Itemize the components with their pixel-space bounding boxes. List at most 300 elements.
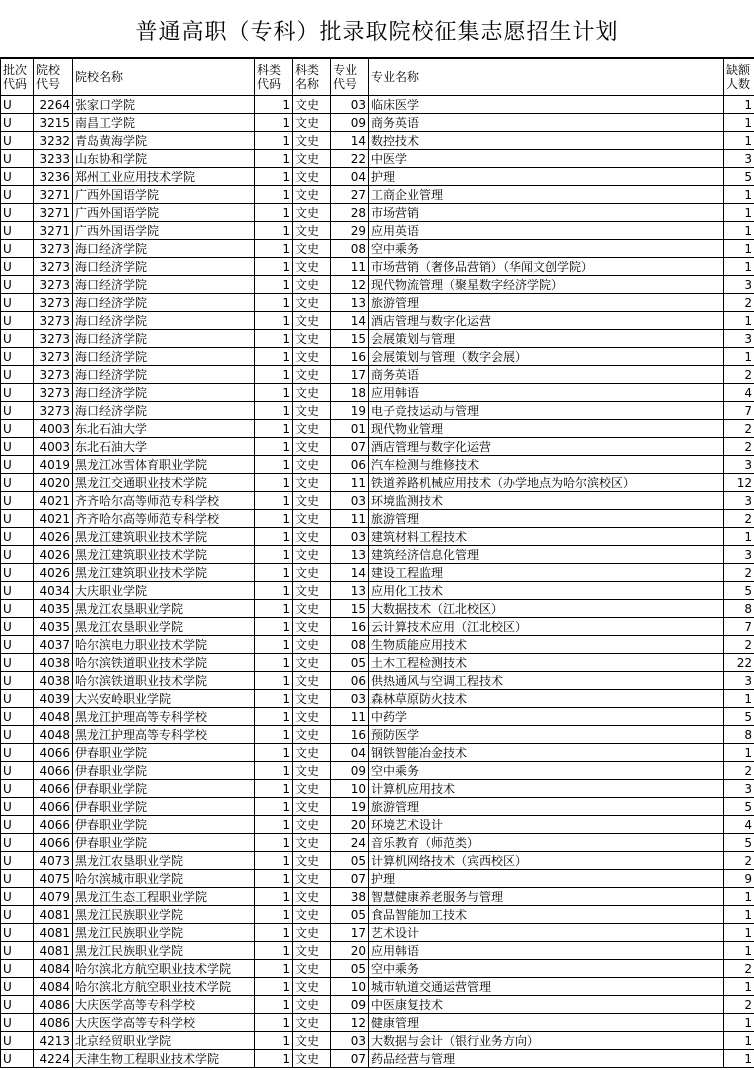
school-code-cell[interactable]: 4038 [34, 654, 73, 672]
subject-code-cell[interactable]: 1 [255, 132, 293, 150]
school-code-cell[interactable]: 3232 [34, 132, 73, 150]
school-name-cell[interactable]: 海口经济学院 [73, 258, 255, 276]
major-name-cell[interactable]: 土木工程检测技术 [369, 654, 724, 672]
major-name-cell[interactable]: 现代物业管理 [369, 420, 724, 438]
school-code-cell[interactable]: 3273 [34, 294, 73, 312]
subject-code-cell[interactable]: 1 [255, 438, 293, 456]
school-code-cell[interactable]: 3273 [34, 366, 73, 384]
subject-code-cell[interactable]: 1 [255, 798, 293, 816]
school-name-cell[interactable]: 哈尔滨城市职业学院 [73, 870, 255, 888]
subject-name-cell[interactable]: 文史 [293, 834, 331, 852]
school-code-cell[interactable]: 4073 [34, 852, 73, 870]
major-name-cell[interactable]: 现代物流管理（聚星数字经济学院） [369, 276, 724, 294]
school-code-cell[interactable]: 4066 [34, 798, 73, 816]
batch-code-cell[interactable]: U [1, 1050, 34, 1068]
school-name-cell[interactable]: 黑龙江建筑职业技术学院 [73, 546, 255, 564]
subject-code-cell[interactable]: 1 [255, 420, 293, 438]
subject-code-cell[interactable]: 1 [255, 276, 293, 294]
batch-code-cell[interactable]: U [1, 240, 34, 258]
batch-code-cell[interactable]: U [1, 420, 34, 438]
subject-name-cell[interactable]: 文史 [293, 546, 331, 564]
vacancy-cell[interactable]: 3 [724, 330, 754, 348]
major-code-cell[interactable]: 11 [331, 510, 369, 528]
vacancy-cell[interactable]: 12 [724, 474, 754, 492]
subject-name-cell[interactable]: 文史 [293, 1032, 331, 1050]
school-name-cell[interactable]: 广西外国语学院 [73, 204, 255, 222]
subject-name-cell[interactable]: 文史 [293, 636, 331, 654]
vacancy-cell[interactable]: 2 [724, 762, 754, 780]
major-code-cell[interactable]: 05 [331, 852, 369, 870]
vacancy-cell[interactable]: 1 [724, 528, 754, 546]
subject-name-cell[interactable]: 文史 [293, 780, 331, 798]
subject-code-cell[interactable]: 1 [255, 618, 293, 636]
major-name-cell[interactable]: 会展策划与管理 [369, 330, 724, 348]
subject-code-cell[interactable]: 1 [255, 384, 293, 402]
subject-code-cell[interactable]: 1 [255, 888, 293, 906]
major-name-cell[interactable]: 环境艺术设计 [369, 816, 724, 834]
major-name-cell[interactable]: 计算机应用技术 [369, 780, 724, 798]
school-code-cell[interactable]: 3233 [34, 150, 73, 168]
subject-name-cell[interactable]: 文史 [293, 906, 331, 924]
major-name-cell[interactable]: 计算机网络技术（宾西校区） [369, 852, 724, 870]
school-name-cell[interactable]: 伊春职业学院 [73, 834, 255, 852]
header-school-name[interactable]: 院校名称 [73, 59, 255, 96]
subject-code-cell[interactable]: 1 [255, 960, 293, 978]
vacancy-cell[interactable]: 1 [724, 258, 754, 276]
school-code-cell[interactable]: 4037 [34, 636, 73, 654]
school-name-cell[interactable]: 黑龙江生态工程职业学院 [73, 888, 255, 906]
school-code-cell[interactable]: 4066 [34, 816, 73, 834]
batch-code-cell[interactable]: U [1, 960, 34, 978]
school-code-cell[interactable]: 4066 [34, 744, 73, 762]
major-code-cell[interactable]: 07 [331, 1050, 369, 1068]
school-code-cell[interactable]: 3273 [34, 384, 73, 402]
subject-code-cell[interactable]: 1 [255, 204, 293, 222]
vacancy-cell[interactable]: 4 [724, 384, 754, 402]
batch-code-cell[interactable]: U [1, 168, 34, 186]
school-name-cell[interactable]: 海口经济学院 [73, 240, 255, 258]
subject-code-cell[interactable]: 1 [255, 546, 293, 564]
batch-code-cell[interactable]: U [1, 618, 34, 636]
major-name-cell[interactable]: 中药学 [369, 708, 724, 726]
batch-code-cell[interactable]: U [1, 510, 34, 528]
major-code-cell[interactable]: 20 [331, 942, 369, 960]
header-major-name[interactable]: 专业名称 [369, 59, 724, 96]
major-name-cell[interactable]: 铁道养路机械应用技术（办学地点为哈尔滨校区） [369, 474, 724, 492]
subject-name-cell[interactable]: 文史 [293, 384, 331, 402]
school-name-cell[interactable]: 广西外国语学院 [73, 222, 255, 240]
major-code-cell[interactable]: 15 [331, 330, 369, 348]
subject-name-cell[interactable]: 文史 [293, 798, 331, 816]
school-name-cell[interactable]: 山东协和学院 [73, 150, 255, 168]
batch-code-cell[interactable]: U [1, 888, 34, 906]
school-name-cell[interactable]: 黑龙江农垦职业学院 [73, 852, 255, 870]
major-code-cell[interactable]: 10 [331, 780, 369, 798]
school-code-cell[interactable]: 4038 [34, 672, 73, 690]
school-code-cell[interactable]: 3273 [34, 276, 73, 294]
school-code-cell[interactable]: 4086 [34, 996, 73, 1014]
subject-code-cell[interactable]: 1 [255, 600, 293, 618]
school-name-cell[interactable]: 海口经济学院 [73, 348, 255, 366]
major-name-cell[interactable]: 中医学 [369, 150, 724, 168]
subject-code-cell[interactable]: 1 [255, 906, 293, 924]
subject-code-cell[interactable]: 1 [255, 528, 293, 546]
batch-code-cell[interactable]: U [1, 1014, 34, 1032]
subject-name-cell[interactable]: 文史 [293, 276, 331, 294]
subject-name-cell[interactable]: 文史 [293, 744, 331, 762]
school-code-cell[interactable]: 4048 [34, 726, 73, 744]
subject-code-cell[interactable]: 1 [255, 258, 293, 276]
subject-name-cell[interactable]: 文史 [293, 672, 331, 690]
major-name-cell[interactable]: 智慧健康养老服务与管理 [369, 888, 724, 906]
major-name-cell[interactable]: 大数据技术（江北校区） [369, 600, 724, 618]
major-name-cell[interactable]: 钢铁智能冶金技术 [369, 744, 724, 762]
vacancy-cell[interactable]: 1 [724, 240, 754, 258]
school-code-cell[interactable]: 4021 [34, 492, 73, 510]
subject-name-cell[interactable]: 文史 [293, 438, 331, 456]
vacancy-cell[interactable]: 3 [724, 780, 754, 798]
school-code-cell[interactable]: 4003 [34, 438, 73, 456]
major-code-cell[interactable]: 09 [331, 762, 369, 780]
vacancy-cell[interactable]: 8 [724, 726, 754, 744]
subject-code-cell[interactable]: 1 [255, 330, 293, 348]
subject-code-cell[interactable]: 1 [255, 402, 293, 420]
school-code-cell[interactable]: 4026 [34, 528, 73, 546]
subject-name-cell[interactable]: 文史 [293, 960, 331, 978]
major-name-cell[interactable]: 临床医学 [369, 96, 724, 114]
subject-name-cell[interactable]: 文史 [293, 762, 331, 780]
major-code-cell[interactable]: 13 [331, 582, 369, 600]
batch-code-cell[interactable]: U [1, 582, 34, 600]
school-name-cell[interactable]: 伊春职业学院 [73, 762, 255, 780]
header-batch-code[interactable]: 批次 代码 [1, 59, 34, 96]
major-name-cell[interactable]: 森林草原防火技术 [369, 690, 724, 708]
major-name-cell[interactable]: 应用韩语 [369, 942, 724, 960]
major-code-cell[interactable]: 16 [331, 348, 369, 366]
major-name-cell[interactable]: 建筑经济信息化管理 [369, 546, 724, 564]
major-code-cell[interactable]: 06 [331, 672, 369, 690]
subject-code-cell[interactable]: 1 [255, 870, 293, 888]
batch-code-cell[interactable]: U [1, 312, 34, 330]
vacancy-cell[interactable]: 2 [724, 996, 754, 1014]
school-name-cell[interactable]: 齐齐哈尔高等师范专科学校 [73, 492, 255, 510]
major-name-cell[interactable]: 空中乘务 [369, 762, 724, 780]
vacancy-cell[interactable]: 2 [724, 294, 754, 312]
vacancy-cell[interactable]: 2 [724, 852, 754, 870]
major-name-cell[interactable]: 音乐教育（师范类） [369, 834, 724, 852]
school-name-cell[interactable]: 黑龙江农垦职业学院 [73, 618, 255, 636]
school-name-cell[interactable]: 黑龙江建筑职业技术学院 [73, 564, 255, 582]
school-code-cell[interactable]: 2264 [34, 96, 73, 114]
subject-code-cell[interactable]: 1 [255, 150, 293, 168]
batch-code-cell[interactable]: U [1, 564, 34, 582]
subject-code-cell[interactable]: 1 [255, 654, 293, 672]
subject-name-cell[interactable]: 文史 [293, 654, 331, 672]
header-major-code[interactable]: 专业 代号 [331, 59, 369, 96]
major-code-cell[interactable]: 27 [331, 186, 369, 204]
school-name-cell[interactable]: 广西外国语学院 [73, 186, 255, 204]
school-name-cell[interactable]: 海口经济学院 [73, 312, 255, 330]
school-code-cell[interactable]: 4020 [34, 474, 73, 492]
major-code-cell[interactable]: 16 [331, 618, 369, 636]
major-name-cell[interactable]: 应用英语 [369, 222, 724, 240]
header-school-code[interactable]: 院校 代号 [34, 59, 73, 96]
major-code-cell[interactable]: 28 [331, 204, 369, 222]
vacancy-cell[interactable]: 1 [724, 96, 754, 114]
major-name-cell[interactable]: 应用化工技术 [369, 582, 724, 600]
major-name-cell[interactable]: 电子竞技运动与管理 [369, 402, 724, 420]
vacancy-cell[interactable]: 1 [724, 1032, 754, 1050]
vacancy-cell[interactable]: 2 [724, 960, 754, 978]
batch-code-cell[interactable]: U [1, 672, 34, 690]
major-code-cell[interactable]: 07 [331, 438, 369, 456]
subject-name-cell[interactable]: 文史 [293, 294, 331, 312]
batch-code-cell[interactable]: U [1, 780, 34, 798]
subject-code-cell[interactable]: 1 [255, 978, 293, 996]
major-name-cell[interactable]: 供热通风与空调工程技术 [369, 672, 724, 690]
school-code-cell[interactable]: 3273 [34, 240, 73, 258]
major-code-cell[interactable]: 03 [331, 96, 369, 114]
school-code-cell[interactable]: 4026 [34, 564, 73, 582]
batch-code-cell[interactable]: U [1, 708, 34, 726]
subject-code-cell[interactable]: 1 [255, 726, 293, 744]
vacancy-cell[interactable]: 3 [724, 456, 754, 474]
school-name-cell[interactable]: 哈尔滨铁道职业技术学院 [73, 672, 255, 690]
school-code-cell[interactable]: 4035 [34, 618, 73, 636]
school-name-cell[interactable]: 伊春职业学院 [73, 780, 255, 798]
subject-name-cell[interactable]: 文史 [293, 852, 331, 870]
subject-code-cell[interactable]: 1 [255, 510, 293, 528]
school-name-cell[interactable]: 黑龙江护理高等专科学校 [73, 708, 255, 726]
vacancy-cell[interactable]: 8 [724, 600, 754, 618]
school-code-cell[interactable]: 3273 [34, 348, 73, 366]
school-name-cell[interactable]: 东北石油大学 [73, 420, 255, 438]
subject-code-cell[interactable]: 1 [255, 348, 293, 366]
major-name-cell[interactable]: 建筑材料工程技术 [369, 528, 724, 546]
major-code-cell[interactable]: 29 [331, 222, 369, 240]
batch-code-cell[interactable]: U [1, 1032, 34, 1050]
batch-code-cell[interactable]: U [1, 96, 34, 114]
school-name-cell[interactable]: 黑龙江民族职业学院 [73, 906, 255, 924]
major-code-cell[interactable]: 03 [331, 492, 369, 510]
subject-name-cell[interactable]: 文史 [293, 150, 331, 168]
major-code-cell[interactable]: 08 [331, 240, 369, 258]
subject-code-cell[interactable]: 1 [255, 312, 293, 330]
vacancy-cell[interactable]: 22 [724, 654, 754, 672]
major-name-cell[interactable]: 护理 [369, 870, 724, 888]
batch-code-cell[interactable]: U [1, 114, 34, 132]
major-name-cell[interactable]: 市场营销 [369, 204, 724, 222]
subject-name-cell[interactable]: 文史 [293, 366, 331, 384]
batch-code-cell[interactable]: U [1, 402, 34, 420]
major-name-cell[interactable]: 旅游管理 [369, 798, 724, 816]
header-vacancy[interactable]: 缺额 人数 [724, 59, 754, 96]
major-code-cell[interactable]: 06 [331, 456, 369, 474]
vacancy-cell[interactable]: 2 [724, 420, 754, 438]
subject-code-cell[interactable]: 1 [255, 366, 293, 384]
major-code-cell[interactable]: 17 [331, 924, 369, 942]
vacancy-cell[interactable]: 5 [724, 168, 754, 186]
batch-code-cell[interactable]: U [1, 204, 34, 222]
batch-code-cell[interactable]: U [1, 474, 34, 492]
subject-name-cell[interactable]: 文史 [293, 348, 331, 366]
vacancy-cell[interactable]: 1 [724, 186, 754, 204]
major-code-cell[interactable]: 11 [331, 708, 369, 726]
school-name-cell[interactable]: 海口经济学院 [73, 384, 255, 402]
major-code-cell[interactable]: 09 [331, 114, 369, 132]
subject-code-cell[interactable]: 1 [255, 834, 293, 852]
major-code-cell[interactable]: 20 [331, 816, 369, 834]
major-code-cell[interactable]: 03 [331, 528, 369, 546]
subject-code-cell[interactable]: 1 [255, 942, 293, 960]
subject-code-cell[interactable]: 1 [255, 1050, 293, 1068]
subject-name-cell[interactable]: 文史 [293, 924, 331, 942]
batch-code-cell[interactable]: U [1, 978, 34, 996]
subject-name-cell[interactable]: 文史 [293, 492, 331, 510]
school-name-cell[interactable]: 黑龙江建筑职业技术学院 [73, 528, 255, 546]
school-name-cell[interactable]: 哈尔滨北方航空职业技术学院 [73, 978, 255, 996]
school-code-cell[interactable]: 3271 [34, 204, 73, 222]
school-code-cell[interactable]: 4081 [34, 906, 73, 924]
major-code-cell[interactable]: 03 [331, 690, 369, 708]
major-code-cell[interactable]: 10 [331, 978, 369, 996]
batch-code-cell[interactable]: U [1, 636, 34, 654]
school-name-cell[interactable]: 大庆职业学院 [73, 582, 255, 600]
batch-code-cell[interactable]: U [1, 924, 34, 942]
subject-code-cell[interactable]: 1 [255, 1014, 293, 1032]
major-name-cell[interactable]: 环境监测技术 [369, 492, 724, 510]
batch-code-cell[interactable]: U [1, 492, 34, 510]
subject-name-cell[interactable]: 文史 [293, 420, 331, 438]
school-name-cell[interactable]: 哈尔滨北方航空职业技术学院 [73, 960, 255, 978]
major-name-cell[interactable]: 生物质能应用技术 [369, 636, 724, 654]
subject-name-cell[interactable]: 文史 [293, 816, 331, 834]
major-name-cell[interactable]: 市场营销（奢侈品营销）（华闻文创学院） [369, 258, 724, 276]
batch-code-cell[interactable]: U [1, 654, 34, 672]
school-code-cell[interactable]: 4081 [34, 942, 73, 960]
school-code-cell[interactable]: 3273 [34, 330, 73, 348]
subject-name-cell[interactable]: 文史 [293, 870, 331, 888]
major-code-cell[interactable]: 14 [331, 312, 369, 330]
batch-code-cell[interactable]: U [1, 294, 34, 312]
vacancy-cell[interactable]: 1 [724, 348, 754, 366]
school-code-cell[interactable]: 4019 [34, 456, 73, 474]
subject-name-cell[interactable]: 文史 [293, 978, 331, 996]
school-name-cell[interactable]: 齐齐哈尔高等师范专科学校 [73, 510, 255, 528]
school-code-cell[interactable]: 3273 [34, 312, 73, 330]
school-code-cell[interactable]: 4048 [34, 708, 73, 726]
school-code-cell[interactable]: 3236 [34, 168, 73, 186]
subject-code-cell[interactable]: 1 [255, 222, 293, 240]
vacancy-cell[interactable]: 1 [724, 1050, 754, 1068]
school-code-cell[interactable]: 4213 [34, 1032, 73, 1050]
major-name-cell[interactable]: 酒店管理与数字化运营 [369, 438, 724, 456]
major-name-cell[interactable]: 空中乘务 [369, 240, 724, 258]
school-name-cell[interactable]: 海口经济学院 [73, 276, 255, 294]
subject-name-cell[interactable]: 文史 [293, 942, 331, 960]
school-code-cell[interactable]: 4003 [34, 420, 73, 438]
major-code-cell[interactable]: 01 [331, 420, 369, 438]
major-name-cell[interactable]: 会展策划与管理（数字会展） [369, 348, 724, 366]
batch-code-cell[interactable]: U [1, 132, 34, 150]
subject-code-cell[interactable]: 1 [255, 1032, 293, 1050]
school-code-cell[interactable]: 4021 [34, 510, 73, 528]
major-code-cell[interactable]: 19 [331, 402, 369, 420]
major-name-cell[interactable]: 食品智能加工技术 [369, 906, 724, 924]
subject-code-cell[interactable]: 1 [255, 852, 293, 870]
batch-code-cell[interactable]: U [1, 996, 34, 1014]
subject-name-cell[interactable]: 文史 [293, 888, 331, 906]
major-name-cell[interactable]: 商务英语 [369, 114, 724, 132]
school-name-cell[interactable]: 哈尔滨电力职业技术学院 [73, 636, 255, 654]
major-name-cell[interactable]: 工商企业管理 [369, 186, 724, 204]
major-code-cell[interactable]: 13 [331, 546, 369, 564]
subject-name-cell[interactable]: 文史 [293, 510, 331, 528]
school-name-cell[interactable]: 哈尔滨铁道职业技术学院 [73, 654, 255, 672]
subject-name-cell[interactable]: 文史 [293, 1014, 331, 1032]
vacancy-cell[interactable]: 1 [724, 942, 754, 960]
subject-code-cell[interactable]: 1 [255, 672, 293, 690]
vacancy-cell[interactable]: 2 [724, 636, 754, 654]
batch-code-cell[interactable]: U [1, 870, 34, 888]
subject-name-cell[interactable]: 文史 [293, 168, 331, 186]
vacancy-cell[interactable]: 2 [724, 438, 754, 456]
major-code-cell[interactable]: 12 [331, 1014, 369, 1032]
major-name-cell[interactable]: 城市轨道交通运营管理 [369, 978, 724, 996]
major-code-cell[interactable]: 03 [331, 1032, 369, 1050]
school-name-cell[interactable]: 黑龙江冰雪体育职业学院 [73, 456, 255, 474]
school-code-cell[interactable]: 4066 [34, 762, 73, 780]
school-name-cell[interactable]: 伊春职业学院 [73, 816, 255, 834]
subject-code-cell[interactable]: 1 [255, 708, 293, 726]
school-name-cell[interactable]: 郑州工业应用技术学院 [73, 168, 255, 186]
school-code-cell[interactable]: 4035 [34, 600, 73, 618]
major-code-cell[interactable]: 07 [331, 870, 369, 888]
vacancy-cell[interactable]: 4 [724, 816, 754, 834]
subject-name-cell[interactable]: 文史 [293, 564, 331, 582]
school-name-cell[interactable]: 黑龙江民族职业学院 [73, 924, 255, 942]
major-name-cell[interactable]: 大数据与会计（银行业务方向） [369, 1032, 724, 1050]
major-code-cell[interactable]: 12 [331, 276, 369, 294]
batch-code-cell[interactable]: U [1, 348, 34, 366]
batch-code-cell[interactable]: U [1, 528, 34, 546]
subject-name-cell[interactable]: 文史 [293, 600, 331, 618]
subject-name-cell[interactable]: 文史 [293, 204, 331, 222]
major-name-cell[interactable]: 药品经营与管理 [369, 1050, 724, 1068]
subject-name-cell[interactable]: 文史 [293, 996, 331, 1014]
major-code-cell[interactable]: 17 [331, 366, 369, 384]
major-code-cell[interactable]: 11 [331, 474, 369, 492]
subject-code-cell[interactable]: 1 [255, 924, 293, 942]
major-name-cell[interactable]: 中医康复技术 [369, 996, 724, 1014]
vacancy-cell[interactable]: 1 [724, 690, 754, 708]
vacancy-cell[interactable]: 5 [724, 798, 754, 816]
batch-code-cell[interactable]: U [1, 834, 34, 852]
school-code-cell[interactable]: 4066 [34, 834, 73, 852]
major-code-cell[interactable]: 16 [331, 726, 369, 744]
subject-code-cell[interactable]: 1 [255, 240, 293, 258]
school-name-cell[interactable]: 大庆医学高等专科学校 [73, 1014, 255, 1032]
major-name-cell[interactable]: 云计算技术应用（江北校区） [369, 618, 724, 636]
vacancy-cell[interactable]: 1 [724, 906, 754, 924]
school-code-cell[interactable]: 4084 [34, 960, 73, 978]
subject-code-cell[interactable]: 1 [255, 582, 293, 600]
subject-code-cell[interactable]: 1 [255, 780, 293, 798]
vacancy-cell[interactable]: 3 [724, 672, 754, 690]
major-code-cell[interactable]: 14 [331, 564, 369, 582]
school-code-cell[interactable]: 3215 [34, 114, 73, 132]
vacancy-cell[interactable]: 1 [724, 1014, 754, 1032]
